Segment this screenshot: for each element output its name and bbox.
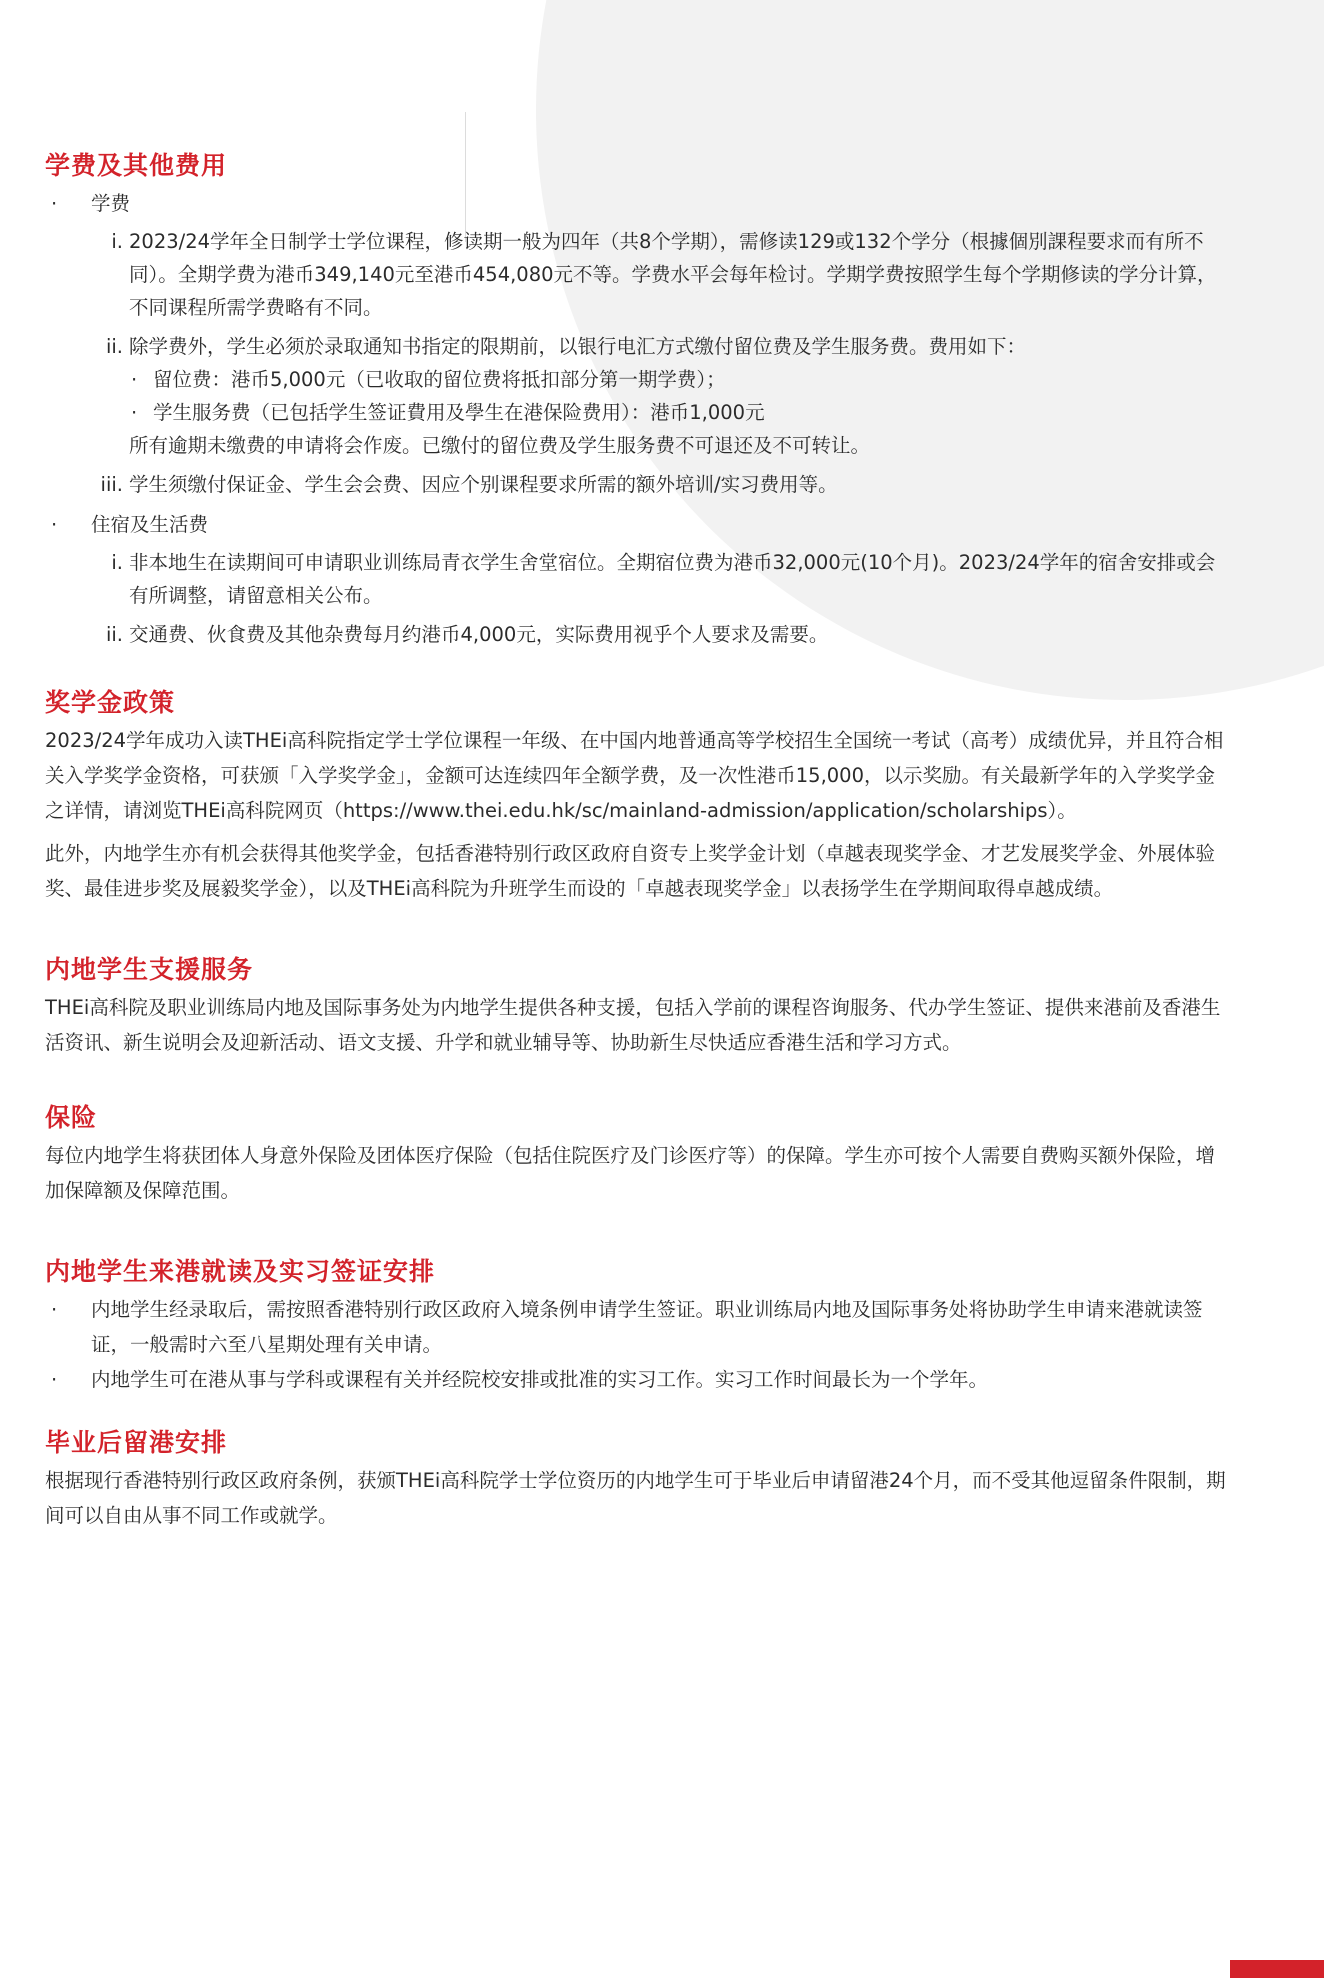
list-item — [95, 330, 1231, 363]
section-heading: 奖学金政策 — [45, 688, 176, 717]
section-heading: 毕业后留港安排 — [45, 1428, 228, 1457]
bullet-dot: · — [51, 192, 58, 215]
section-insurance — [45, 1100, 1231, 1208]
list-item — [131, 363, 1231, 396]
section-support — [45, 952, 1231, 1060]
fee-breakdown-list — [95, 363, 1231, 429]
item-number: i. — [111, 230, 123, 253]
section-heading: 内地学生支援服务 — [45, 955, 254, 984]
paragraph: 此外，内地学生亦有机会获得其他奖学金，包括香港特别行政区政府自资专上奖学金计划（卓越表现奖学金、才艺发展奖学金、外展体验奖、最佳进步奖及展毅奖学金），以及THEi高科院为升班学生而设的「卓越表现奖学金」以表扬学生在学期间取得卓越成绩。 — [45, 842, 1216, 900]
item-text: 内地学生经录取后，需按照香港特别行政区政府入境条例申请学生签证。职业训练局内地及国际事务处将协助学生申请来港就读签证，一般需时六至八星期处理有关申请。 — [91, 1298, 1203, 1356]
paragraph: THEi高科院及职业训练局内地及国际事务处为内地学生提供各种支援，包括入学前的课程咨询服务、代办学生签证、提供来港前及香港生活资讯、新生说明会及迎新活动、语文支援、升学和就业辅导等、协助新生尽快适应香港生活和学习方式。 — [45, 996, 1221, 1054]
paragraph: 每位内地学生将获团体人身意外保险及团体医疗保险（包括住院医疗及门诊医疗等）的保障。学生亦可按个人需要自费购买额外保险，增加保障额及保障范围。 — [45, 1144, 1216, 1202]
section-stay — [45, 1425, 1231, 1533]
list-item — [95, 546, 1231, 612]
item-number: ii. — [105, 335, 123, 358]
bullet-living — [45, 507, 1231, 542]
item-number: iii. — [100, 473, 123, 496]
list-item — [45, 1362, 1231, 1397]
living-list — [45, 546, 1231, 651]
bullet-tuition — [45, 186, 1231, 221]
list-item — [95, 618, 1231, 651]
bullet-label: 住宿及生活费 — [91, 513, 209, 536]
section-fees — [45, 148, 1231, 651]
list-item — [95, 225, 1231, 324]
list-item — [45, 1292, 1231, 1362]
item-number: i. — [111, 551, 123, 574]
section-heading: 保险 — [45, 1103, 98, 1132]
tuition-list — [45, 225, 1231, 501]
section-heading: 学费及其他费用 — [45, 151, 228, 180]
section-heading: 内地学生来港就读及实习签证安排 — [45, 1257, 436, 1286]
item-text: 学生须缴付保证金、学生会会费、因应个别课程要求所需的额外培训/实习费用等。 — [129, 473, 838, 496]
item-text: 学生服务费（已包括学生签证費用及學生在港保险费用）：港币1,000元 — [153, 401, 765, 424]
item-text: 内地学生可在港从事与学科或课程有关并经院校安排或批准的实习工作。实习工作时间最长为一个学年。 — [91, 1368, 989, 1391]
item-number: ii. — [105, 623, 123, 646]
paragraph: 2023/24学年成功入读THEi高科院指定学士学位课程一年级、在中国内地普通高等学校招生全国统一考试（高考）成绩优异，并且符合相关入学奖学金资格，可获颁「入学奖学金」，金额可达连续四年全额学费，及一次性港币15,000，以示奖励。有关最新学年的入学奖学金之详情，请浏览THEi高科院网页（https://www.thei.edu.hk/sc/mainland-admission/application/scholarships）。 — [45, 729, 1224, 822]
item-text: 留位费：港币5,000元（已收取的留位费将抵扣部分第一期学费）； — [153, 368, 726, 391]
bullet-label: 学费 — [91, 192, 131, 215]
item-text: 交通费、伙食费及其他杂费每月约港币4,000元，实际费用视乎个人要求及需要。 — [129, 623, 829, 646]
overdue-note: 所有逾期未缴费的申请将会作废。已缴付的留位费及学生服务费不可退还及不可转让。 — [129, 434, 871, 457]
list-item — [95, 468, 1231, 501]
bullet-dot: · — [131, 401, 138, 424]
paragraph: 根据现行香港特别行政区政府条例，获颁THEi高科院学士学位资历的内地学生可于毕业后申请留港24个月，而不受其他逗留条件限制，期间可以自由从事不同工作或就学。 — [45, 1469, 1226, 1527]
bullet-dot: · — [51, 1368, 58, 1391]
bullet-dot: · — [51, 1298, 58, 1321]
bullet-dot: · — [51, 513, 58, 536]
list-item — [131, 396, 1231, 429]
section-visa — [45, 1254, 1231, 1397]
bullet-dot: · — [131, 368, 138, 391]
item-text: 非本地生在读期间可申请职业训练局青衣学生舍堂宿位。全期宿位费为港币32,000元(10个月)。2023/24学年的宿舍安排或会有所调整，请留意相关公布。 — [129, 551, 1216, 607]
section-scholarship — [45, 685, 1231, 906]
page-corner-tab — [1230, 1960, 1324, 1978]
item-text: 2023/24学年全日制学士学位课程，修读期一般为四年（共8个学期），需修读129或132个学分（根據個別課程要求而有所不同）。全期学费为港币349,140元至港币454,080元不等。学费水平会每年检讨。学期学费按照学生每个学期修读的学分计算，不同课程所需学费略有不同。 — [129, 230, 1217, 319]
document-body — [45, 148, 1231, 1541]
item-text: 除学费外，学生必须於录取通知书指定的限期前，以银行电汇方式缴付留位费及学生服务费。费用如下： — [129, 335, 1027, 358]
